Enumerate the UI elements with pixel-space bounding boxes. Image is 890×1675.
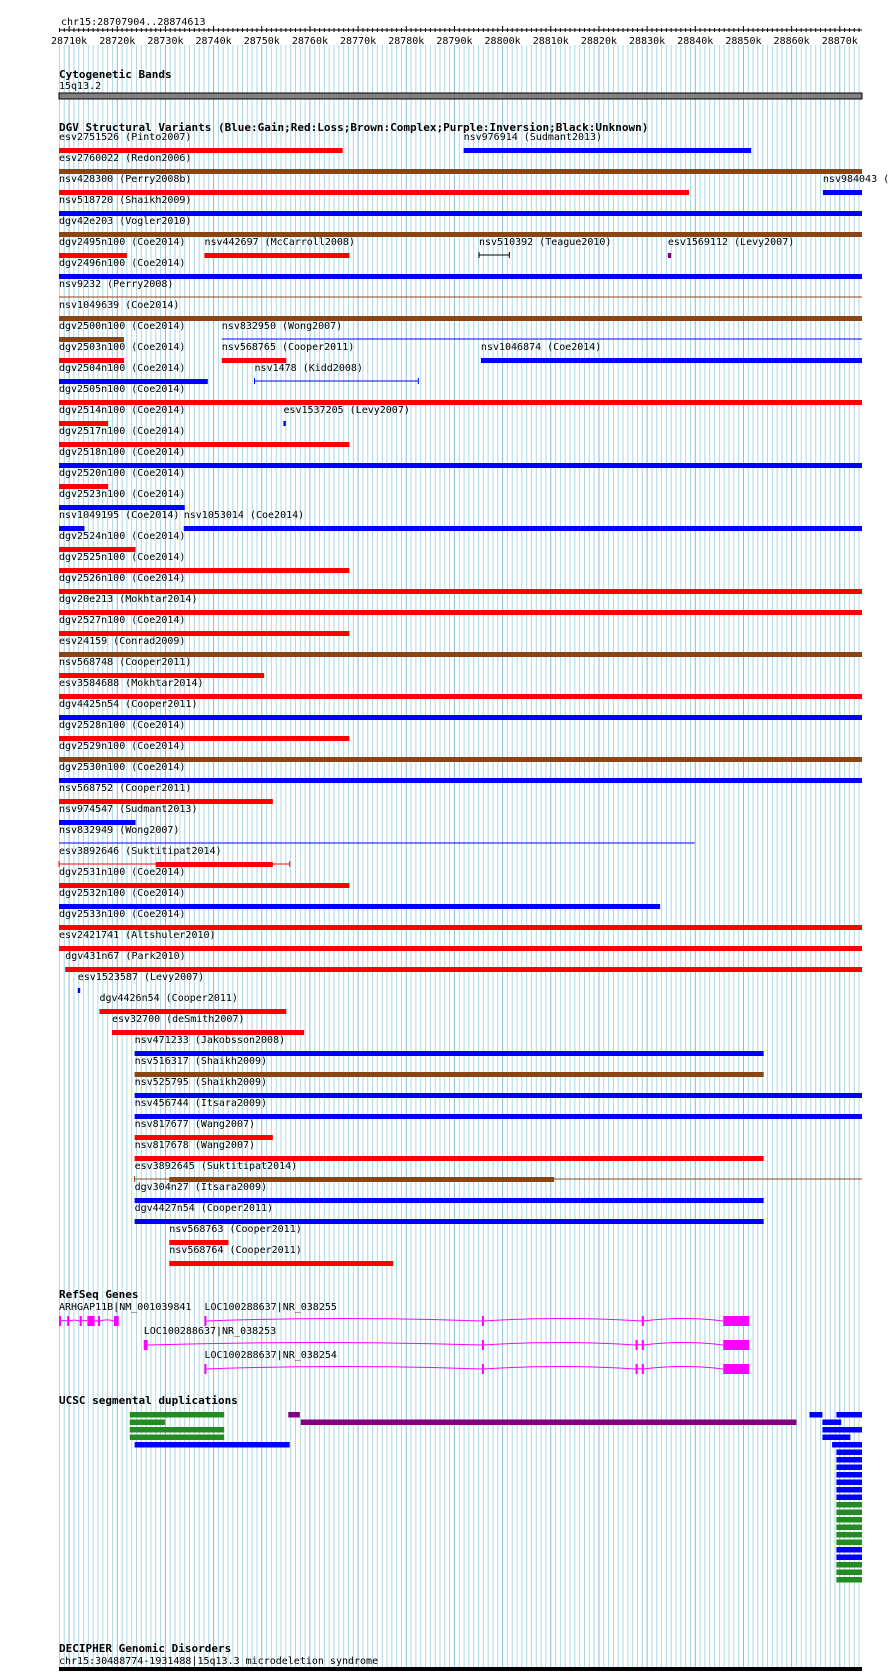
dgv-feature-label: dgv2526n100 (Coe2014) <box>59 573 186 584</box>
refseq-intron <box>100 1320 114 1321</box>
refseq-exon <box>723 1316 749 1326</box>
dgv-feature[interactable] <box>184 510 862 531</box>
refseq-exon <box>482 1364 484 1374</box>
ruler-tick-label: 28780k <box>388 36 425 47</box>
dgv-feature[interactable] <box>222 321 862 339</box>
dgv-feature-bar <box>481 358 862 363</box>
segdup-feature[interactable] <box>836 1532 862 1538</box>
refseq-exon <box>482 1340 484 1350</box>
dgv-feature-label: esv1523587 (Levy2007) <box>77 972 205 983</box>
dgv-feature-label: dgv2495n100 (Coe2014) <box>59 237 186 248</box>
dgv-feature-label: nsv976914 (Sudmant2013) <box>463 132 603 143</box>
ruler-tick-label: 28850k <box>725 36 762 47</box>
refseq-exon <box>204 1364 206 1374</box>
ruler-tick-label: 28740k <box>195 36 232 47</box>
dgv-feature-label: nsv518720 (Shaikh2009) <box>59 195 192 206</box>
dgv-feature[interactable] <box>59 573 862 594</box>
refseq-exon <box>636 1340 638 1350</box>
refseq-exon <box>87 1316 94 1326</box>
dgv-feature-label: esv3584688 (Mokhtar2014) <box>59 678 204 689</box>
segdup-track-title: UCSC segmental duplications <box>59 1394 238 1407</box>
refseq-intron <box>483 1367 635 1370</box>
segdup-track <box>130 1412 862 1583</box>
refseq-exon <box>723 1340 749 1350</box>
segdup-feature[interactable] <box>836 1562 862 1568</box>
refseq-exon <box>642 1316 644 1326</box>
dgv-feature[interactable] <box>59 153 862 174</box>
ruler-tick-label: 28710k <box>51 36 88 47</box>
dgv-feature[interactable] <box>255 363 419 384</box>
dgv-feature-bar <box>464 148 752 153</box>
refseq-exon <box>144 1340 148 1350</box>
dgv-feature-label: nsv568764 (Cooper2011) <box>169 1245 302 1256</box>
refseq-track-title: RefSeq Genes <box>59 1288 139 1301</box>
segdup-feature[interactable] <box>809 1412 822 1418</box>
refseq-intron <box>483 1343 635 1346</box>
dgv-feature[interactable] <box>59 510 179 531</box>
dgv-feature-label: esv2751526 (Pinto2007) <box>59 132 192 143</box>
segdup-feature[interactable] <box>836 1472 862 1478</box>
refseq-intron <box>643 1367 723 1370</box>
dgv-feature[interactable] <box>59 783 273 804</box>
dgv-feature-label: dgv2533n100 (Coe2014) <box>59 909 186 920</box>
segdup-feature[interactable] <box>832 1442 862 1448</box>
segdup-feature[interactable] <box>836 1517 862 1523</box>
dgv-feature-label: esv1569112 (Levy2007) <box>667 237 795 248</box>
dgv-feature-label: dgv42e203 (Vogler2010) <box>59 216 192 227</box>
dgv-feature-label: dgv2523n100 (Coe2014) <box>59 489 186 500</box>
segdup-feature[interactable] <box>836 1502 862 1508</box>
segdup-feature[interactable] <box>836 1555 862 1561</box>
dgv-feature[interactable] <box>59 594 862 615</box>
dgv-feature[interactable] <box>668 237 794 258</box>
segdup-feature[interactable] <box>130 1412 224 1418</box>
decipher-feature-label[interactable]: chr15:30488774-1931488|15q13.3 microdeletion syndrome <box>59 1656 379 1667</box>
refseq-exon <box>59 1316 61 1326</box>
ruler-tick-label: 28730k <box>147 36 184 47</box>
refseq-exon <box>723 1364 749 1374</box>
segdup-feature[interactable] <box>836 1495 862 1501</box>
dgv-feature-bar <box>169 1261 393 1266</box>
dgv-feature-label: nsv1049639 (Coe2014) <box>59 300 180 311</box>
ruler-tick-label: 28810k <box>532 36 569 47</box>
refseq-exon <box>636 1364 638 1374</box>
dgv-feature[interactable] <box>204 237 355 258</box>
dgv-feature[interactable] <box>59 909 862 930</box>
dgv-feature-label: esv24159 (Conrad2009) <box>59 636 186 647</box>
dgv-feature[interactable] <box>59 321 185 342</box>
segdup-feature[interactable] <box>836 1412 862 1418</box>
dgv-feature[interactable] <box>283 405 409 426</box>
ruler-tick-label: 28800k <box>484 36 521 47</box>
segdup-feature[interactable] <box>288 1412 300 1418</box>
decipher-track-title: DECIPHER Genomic Disorders <box>59 1642 232 1655</box>
dgv-feature-label: dgv2529n100 (Coe2014) <box>59 741 186 752</box>
refseq-exon <box>642 1364 644 1374</box>
dgv-feature-label: nsv568765 (Cooper2011) <box>221 342 355 353</box>
dgv-feature-label: nsv428300 (Perry2008b) <box>59 174 192 185</box>
dgv-feature-label: dgv304n27 (Itsara2009) <box>134 1182 268 1193</box>
dgv-feature-bar <box>184 526 862 531</box>
dgv-feature-label: esv2760022 (Redon2006) <box>59 153 192 164</box>
ruler-tick-label: 28870k <box>821 36 858 47</box>
segdup-feature[interactable] <box>822 1420 841 1426</box>
dgv-feature-label: nsv817678 (Wang2007) <box>134 1140 256 1151</box>
dgv-feature[interactable] <box>464 132 752 153</box>
dgv-feature[interactable] <box>59 846 290 867</box>
segdup-feature[interactable] <box>822 1427 862 1433</box>
segdup-feature[interactable] <box>836 1465 862 1471</box>
dgv-feature[interactable] <box>59 636 862 657</box>
dgv-feature-label: nsv1049195 (Coe2014) <box>59 510 180 521</box>
decipher-feature-bar[interactable] <box>59 1667 862 1671</box>
ruler-tick-label: 28790k <box>436 36 473 47</box>
refseq-intron <box>61 1320 67 1321</box>
dgv-feature-label: nsv568748 (Cooper2011) <box>59 657 192 668</box>
cytoband-bar[interactable] <box>59 93 862 99</box>
refseq-gene[interactable] <box>144 1326 749 1350</box>
dgv-feature[interactable] <box>99 993 286 1014</box>
dgv-feature-label: esv1537205 (Levy2007) <box>283 405 410 416</box>
dgv-feature-label: esv3892645 (Suktitipat2014) <box>134 1161 298 1172</box>
dgv-feature[interactable] <box>112 1014 304 1035</box>
dgv-feature-label: nsv568752 (Cooper2011) <box>59 783 192 794</box>
dgv-feature-label: nsv1053014 (Coe2014) <box>183 510 305 521</box>
scale-ruler[interactable] <box>51 26 862 47</box>
dgv-feature[interactable] <box>59 930 862 951</box>
dgv-feature[interactable] <box>59 195 862 216</box>
dgv-feature[interactable] <box>59 216 862 237</box>
dgv-feature-bar <box>823 190 862 195</box>
segdup-feature[interactable] <box>836 1570 862 1576</box>
dgv-feature-label: dgv2528n100 (Coe2014) <box>59 720 186 731</box>
dgv-feature-label: dgv2525n100 (Coe2014) <box>59 552 186 563</box>
ruler-tick-label: 28770k <box>340 36 377 47</box>
dgv-feature-label: esv3892646 (Suktitipat2014) <box>59 846 222 857</box>
dgv-feature-bar <box>204 253 349 258</box>
dgv-feature[interactable] <box>59 447 862 468</box>
segdup-feature[interactable] <box>130 1427 224 1433</box>
dgv-feature-label: dgv4425n54 (Cooper2011) <box>59 699 198 710</box>
dgv-feature-label: dgv431n67 (Park2010) <box>65 951 186 962</box>
ruler-tick-label: 28750k <box>243 36 280 47</box>
segdup-feature[interactable] <box>130 1420 165 1426</box>
ruler-tick-label: 28820k <box>580 36 618 47</box>
refseq-exon <box>67 1316 69 1326</box>
dgv-feature-label: nsv1046874 (Coe2014) <box>480 342 602 353</box>
segdup-feature[interactable] <box>836 1510 862 1516</box>
dgv-feature-label: nsv471233 (Jakobsson2008) <box>134 1035 286 1046</box>
refseq-intron <box>643 1319 723 1322</box>
refseq-gene-label: ARHGAP11B|NM_001039841 <box>59 1302 192 1313</box>
segdup-feature[interactable] <box>301 1420 797 1426</box>
dgv-feature-bar <box>59 274 862 279</box>
segdup-feature[interactable] <box>135 1442 290 1448</box>
dgv-feature-bar <box>283 421 285 426</box>
dgv-feature-label: dgv2524n100 (Coe2014) <box>59 531 186 542</box>
dgv-feature-label: dgv4426n54 (Cooper2011) <box>99 993 238 1004</box>
dgv-feature-label: nsv510392 (Teague2010) <box>479 237 612 248</box>
segdup-feature[interactable] <box>836 1525 862 1531</box>
ruler-tick-label: 28760k <box>291 36 328 47</box>
refseq-exon <box>98 1316 100 1326</box>
dgv-feature[interactable] <box>479 237 611 258</box>
dgv-feature[interactable] <box>59 699 862 720</box>
dgv-feature[interactable] <box>135 1119 273 1140</box>
cytoband-track-title: Cytogenetic Bands <box>59 68 172 81</box>
dgv-feature-label: dgv2514n100 (Coe2014) <box>59 405 186 416</box>
dgv-feature-label: nsv832950 (Wong2007) <box>221 321 343 332</box>
dgv-feature[interactable] <box>59 363 208 384</box>
dgv-feature-label: nsv974547 (Sudmant2013) <box>59 804 198 815</box>
dgv-feature-label: nsv9232 (Perry2008) <box>59 279 174 290</box>
dgv-feature[interactable] <box>59 237 185 258</box>
refseq-exon <box>642 1340 644 1350</box>
dgv-feature-label: nsv525795 (Shaikh2009) <box>134 1077 268 1088</box>
dgv-feature-label: dgv2530n100 (Coe2014) <box>59 762 186 773</box>
refseq-gene-label: LOC100288637|NR_038254 <box>204 1350 337 1361</box>
dgv-feature-label: dgv2531n100 (Coe2014) <box>59 867 186 878</box>
dgv-feature-label: nsv442697 (McCarroll2008) <box>204 237 355 248</box>
dgv-feature[interactable] <box>823 174 889 195</box>
dgv-feature-label: nsv832949 (Wong2007) <box>59 825 180 836</box>
dgv-feature-label: esv2421741 (Altshuler2010) <box>59 930 216 941</box>
dgv-feature-label: dgv2496n100 (Coe2014) <box>59 258 186 269</box>
segdup-feature[interactable] <box>836 1487 862 1493</box>
segdup-feature[interactable] <box>822 1435 850 1441</box>
segdup-feature[interactable] <box>130 1435 224 1441</box>
dgv-feature[interactable] <box>169 1224 301 1245</box>
ruler-tick-label: 28860k <box>773 36 810 47</box>
grid-lines <box>59 45 859 1670</box>
ruler-tick-label: 28830k <box>629 36 666 47</box>
dgv-feature[interactable] <box>169 1245 393 1266</box>
refseq-track <box>59 1302 749 1374</box>
refseq-intron <box>643 1343 723 1346</box>
region-label: chr15:28707904..28874613 <box>61 17 206 28</box>
dgv-feature-label: dgv2503n100 (Coe2014) <box>59 342 186 353</box>
refseq-gene-label: LOC100288637|NR_038253 <box>143 1326 277 1337</box>
segdup-feature[interactable] <box>836 1450 862 1456</box>
dgv-feature-label: nsv1478 (Kidd2008) <box>254 363 363 374</box>
dgv-feature-label: nsv984043 ( <box>822 174 890 185</box>
dgv-feature-bar <box>668 253 671 258</box>
ruler-tick-label: 28840k <box>677 36 714 47</box>
dgv-track-title: DGV Structural Variants (Blue:Gain;Red:Loss;Brown:Complex;Purple:Inversion;Black:Unknown) <box>59 121 649 134</box>
dgv-feature[interactable] <box>59 804 197 825</box>
dgv-feature[interactable] <box>59 762 862 783</box>
segdup-feature[interactable] <box>836 1547 862 1553</box>
cytoband-label: 15q13.2 <box>59 81 102 92</box>
dgv-feature-label: dgv2505n100 (Coe2014) <box>59 384 186 395</box>
segdup-feature[interactable] <box>836 1457 862 1463</box>
dgv-feature-label: dgv4427n54 (Cooper2011) <box>134 1203 274 1214</box>
dgv-feature-label: nsv456744 (Itsara2009) <box>134 1098 268 1109</box>
refseq-exon <box>482 1316 484 1326</box>
dgv-feature-label: dgv2500n100 (Coe2014) <box>59 321 186 332</box>
dgv-feature[interactable] <box>59 741 862 762</box>
dgv-feature-label: nsv817677 (Wang2007) <box>134 1119 256 1130</box>
segdup-feature[interactable] <box>836 1480 862 1486</box>
dgv-feature[interactable] <box>59 678 862 699</box>
dgv-feature-label: dgv2504n100 (Coe2014) <box>59 363 186 374</box>
dgv-feature[interactable] <box>59 258 862 279</box>
dgv-feature-label: nsv568763 (Cooper2011) <box>169 1224 302 1235</box>
segdup-feature[interactable] <box>836 1540 862 1546</box>
dgv-feature-label: nsv516317 (Shaikh2009) <box>134 1056 268 1067</box>
dgv-feature-label: dgv2520n100 (Coe2014) <box>59 468 186 479</box>
dgv-feature-label: dgv2532n100 (Coe2014) <box>59 888 186 899</box>
dgv-feature[interactable] <box>59 342 185 363</box>
dgv-feature[interactable] <box>59 384 862 405</box>
dgv-feature-label: esv32700 (deSmith2007) <box>111 1014 245 1025</box>
refseq-gene-label: LOC100288637|NR_038255 <box>204 1302 337 1313</box>
dgv-feature-label: dgv2527n100 (Coe2014) <box>59 615 186 626</box>
dgv-feature[interactable] <box>59 531 185 552</box>
refseq-exon <box>204 1316 206 1326</box>
dgv-feature-bar <box>78 988 80 993</box>
dgv-feature-label: dgv2517n100 (Coe2014) <box>59 426 186 437</box>
ruler-tick-label: 28720k <box>99 36 136 47</box>
segdup-feature[interactable] <box>836 1577 862 1583</box>
refseq-exon <box>80 1316 82 1326</box>
dgv-feature-label: dgv20e213 (Mokhtar2014) <box>59 594 198 605</box>
dgv-feature[interactable] <box>59 657 264 678</box>
dgv-feature[interactable] <box>59 489 185 510</box>
dgv-feature-label: dgv2518n100 (Coe2014) <box>59 447 186 458</box>
refseq-exon <box>114 1316 119 1326</box>
